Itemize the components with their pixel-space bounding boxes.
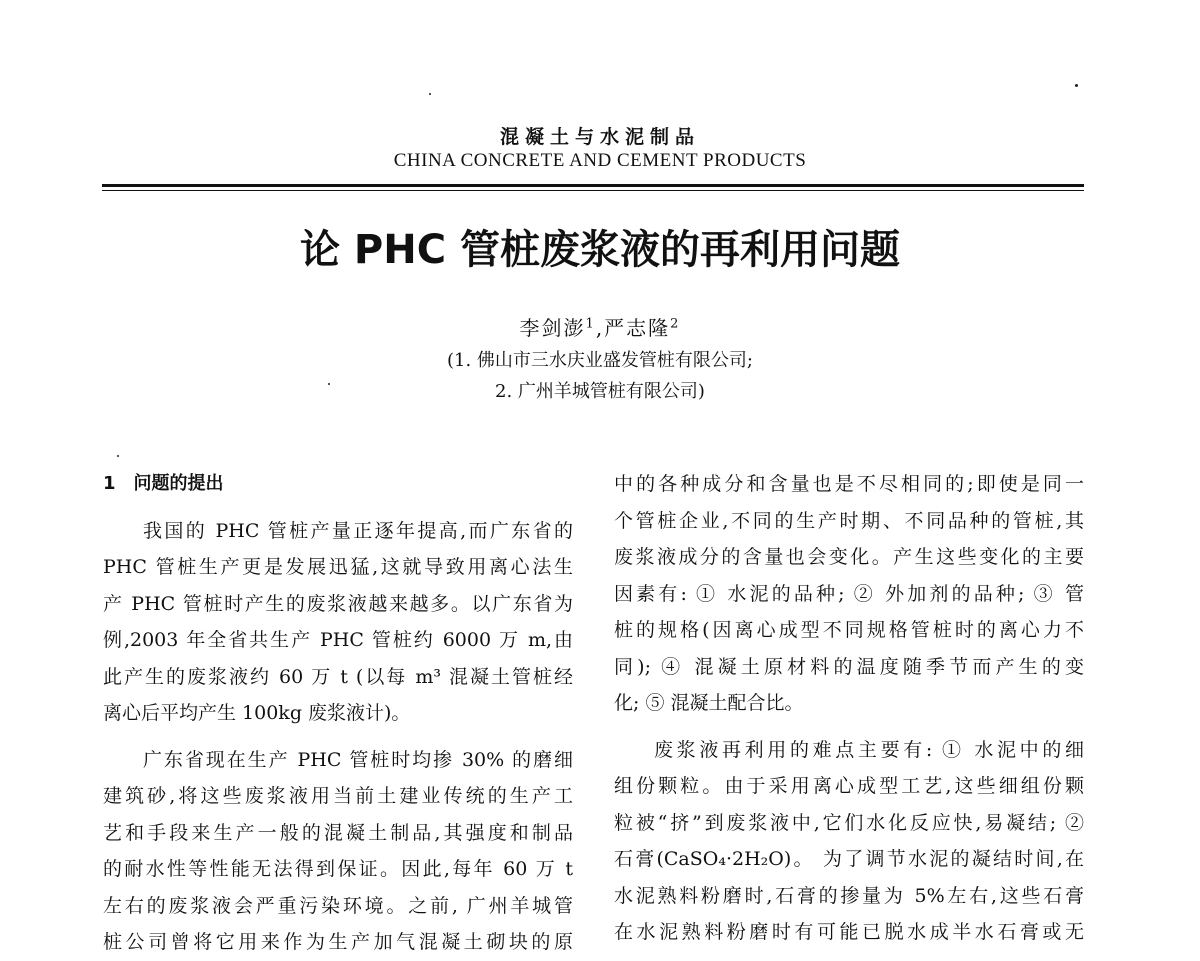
- text-line: PHC 管桩生产更是发展迅猛,这就导致用离心法生: [103, 556, 573, 578]
- body-column-right: [614, 466, 1084, 951]
- scan-speck: [429, 93, 431, 95]
- text-line: 废浆液成分的含量也会变化。产生这些变化的主要: [614, 546, 1084, 568]
- text-line: 的耐水性等性能无法得到保证。因此,每年 60 万 t: [103, 858, 573, 880]
- text-line: 废浆液再利用的难点主要有: ① 水泥中的细: [654, 738, 1084, 761]
- text-line: 同); ④ 混凝土原材料的温度随季节而产生的变: [614, 655, 1084, 678]
- text-line: 因素有: ① 水泥的品种; ② 外加剂的品种; ③ 管: [614, 582, 1084, 605]
- text-line: 石膏(CaSO₄·2H₂O)。 为了调节水泥的凝结时间,在: [614, 848, 1084, 870]
- header-rule-thick: [102, 184, 1084, 187]
- scan-speck: [328, 383, 330, 385]
- author-separator: ,: [595, 316, 605, 340]
- text-line: 此产生的废浆液约 60 万 t (以每 m³ 混凝土管桩经: [103, 665, 573, 688]
- scan-speck: [1075, 84, 1078, 87]
- scan-speck: [117, 455, 119, 457]
- author-affiliation-mark: 1: [585, 316, 596, 332]
- article-title: 论 PHC 管桩废浆液的再利用问题: [300, 227, 900, 273]
- affiliation-2: 2. 广州羊城管桩有限公司): [495, 381, 705, 402]
- author-name: 严志隆: [604, 316, 671, 340]
- affiliation-1: (1. 佛山市三水庆业盛发管桩有限公司;: [447, 350, 753, 371]
- text-line: 产 PHC 管桩时产生的废浆液越来越多。以广东省为: [103, 592, 573, 615]
- journal-name-chinese: 混凝土与水泥制品: [499, 126, 700, 148]
- text-line: 桩公司曾将它用来作为生产加气混凝土砌块的原: [103, 931, 573, 953]
- text-line: 我国的 PHC 管桩产量正逐年提高,而广东省的: [143, 519, 573, 542]
- header-rule-thin: [102, 190, 1084, 191]
- text-line: 桩的规格(因离心成型不同规格管桩时的离心力不: [614, 619, 1084, 641]
- text-line: 在水泥熟料粉磨时有可能已脱水成半水石膏或无: [614, 921, 1084, 943]
- text-line: 个管桩企业,不同的生产时期、不同品种的管桩,其: [614, 509, 1084, 532]
- journal-name-english: CHINA CONCRETE AND CEMENT PRODUCTS: [393, 150, 807, 171]
- text-line: 左右的废浆液会严重污染环境。之前, 广州羊城管: [103, 894, 573, 917]
- section-heading: 1 问题的提出: [103, 473, 224, 494]
- text-line: 粒被“挤”到废浆液中,它们水化反应快,易凝结; ②: [614, 811, 1084, 834]
- author-line: [0, 312, 1200, 341]
- text-line: 例,2003 年全省共生产 PHC 管桩约 6000 万 m,由: [103, 629, 573, 651]
- text-line: 化; ⑤ 混凝土配合比。: [614, 692, 804, 714]
- text-line: 组份颗粒。由于采用离心成型工艺,这些细组份颗: [614, 775, 1084, 797]
- author-name: 李剑澎: [519, 316, 586, 340]
- text-line: 离心后平均产生 100kg 废浆液计)。: [103, 702, 411, 724]
- text-line: 中的各种成分和含量也是不尽相同的;即使是同一: [614, 473, 1084, 495]
- text-line: 水泥熟料粉磨时,石膏的掺量为 5%左右,这些石膏: [614, 884, 1084, 907]
- text-line: 艺和手段来生产一般的混凝土制品,其强度和制品: [103, 821, 573, 844]
- body-column-left: [103, 466, 573, 961]
- author-affiliation-mark: 2: [670, 316, 681, 332]
- text-line: 广东省现在生产 PHC 管桩时均掺 30% 的磨细: [143, 748, 573, 771]
- text-line: 建筑砂,将这些废浆液用当前土建业传统的生产工: [103, 785, 573, 807]
